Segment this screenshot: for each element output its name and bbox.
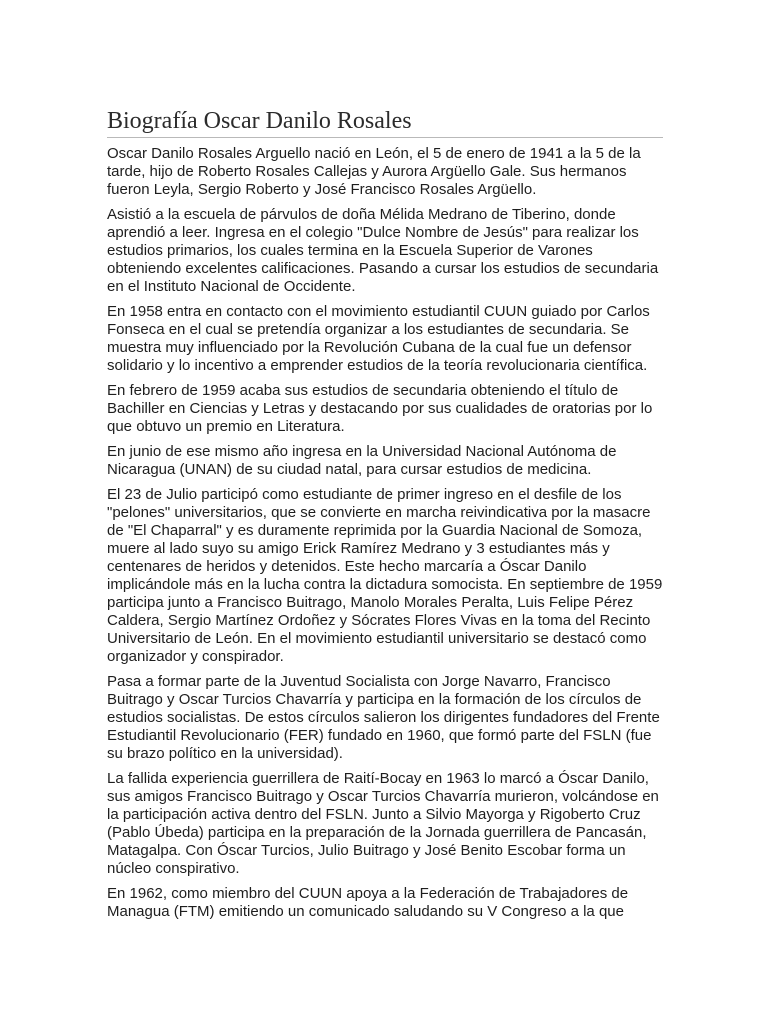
document-title: Biografía Oscar Danilo Rosales bbox=[107, 107, 663, 138]
paragraph-juventud-socialista: Pasa a formar parte de la Juventud Socialista con Jorge Navarro, Francisco Buitrago y Oscar Turcios Chavarría y participa en la formación de los círculos de estudios socialistas. De estos círculos salieron los dirigentes fundadores del Frente Estudiantil Revolucionario (FER) fundado en 1960, que formó parte del FSLN (fue su brazo político en la universidad). bbox=[107, 673, 660, 762]
paragraph-birth: Oscar Danilo Rosales Arguello nació en León, el 5 de enero de 1941 a la 5 de la tarde, hijo de Roberto Rosales Callejas y Aurora Argüello Gale. Sus hermanos fueron Leyla, Sergio Roberto y José Francisco Rosales Argüello. bbox=[107, 145, 641, 198]
document-page bbox=[107, 107, 663, 928]
paragraph-23-julio: El 23 de Julio participó como estudiante de primer ingreso en el desfile de los "pelones" universitarios, que se convierte en marcha reivindicativa por la masacre de "El Chaparral" y es duramente reprimida por la Guardia Nacional de Somoza, muere al lado suyo su amigo Erick Ramírez Medrano y 3 estudiantes más y centenares de heridos y detenidos. Este hecho marcaría a Óscar Danilo implicándole más en la lucha contra la dictadura somocista. En septiembre de 1959 participa junto a Francisco Buitrago, Manolo Morales Peralta, Luis Felipe Pérez Caldera, Sergio Martínez Ordoñez y Sócrates Flores Vivas en la toma del Recinto Universitario de León. En el movimiento estudiantil universitario se destacó como organizador y conspirador. bbox=[107, 486, 663, 665]
paragraph-schooling: Asistió a la escuela de párvulos de doña Mélida Medrano de Tiberino, donde aprendió a leer. Ingresa en el colegio "Dulce Nombre de Jesús" para realizar los estudios primarios, los cuales termina en la Escuela Superior de Varones obteniendo excelentes calificaciones. Pasando a cursar los estudios de secundaria en el Instituto Nacional de Occidente. bbox=[107, 206, 659, 295]
paragraph-raiti-bocay: La fallida experiencia guerrillera de Raití-Bocay en 1963 lo marcó a Óscar Danilo, sus amigos Francisco Buitrago y Oscar Turcios Chavarría murieron, volcándose en la participación activa dentro del FSLN. Junto a Silvio Mayorga y Rigoberto Cruz (Pablo Úbeda) participa en la preparación de la Jornada guerrillera de Pancasán, Matagalpa. Con Óscar Turcios, Julio Buitrago y José Benito Escobar forma un núcleo conspirativo. bbox=[107, 770, 659, 877]
paragraph-1959-bachiller: En febrero de 1959 acaba sus estudios de secundaria obteniendo el título de Bachiller en Ciencias y Letras y destacando por sus cualidades de oratorias por lo que obtuvo un premio en Literatura. bbox=[107, 382, 653, 435]
paragraph-1962-ftm: En 1962, como miembro del CUUN apoya a la Federación de Trabajadores de Managua (FTM) emitiendo un comunicado saludando su V Congreso a la que bbox=[107, 885, 629, 920]
document-body bbox=[107, 145, 663, 921]
paragraph-unan: En junio de ese mismo año ingresa en la Universidad Nacional Autónoma de Nicaragua (UNAN) de su ciudad natal, para cursar estudios de medicina. bbox=[107, 443, 617, 478]
paragraph-1958-cuun: En 1958 entra en contacto con el movimiento estudiantil CUUN guiado por Carlos Fonseca en el cual se pretendía organizar a los estudiantes de secundaria. Se muestra muy influenciado por la Revolución Cubana de la cual fue un defensor solidario y lo incentivo a emprender estudios de la teoría revolucionaria científica. bbox=[107, 303, 650, 374]
